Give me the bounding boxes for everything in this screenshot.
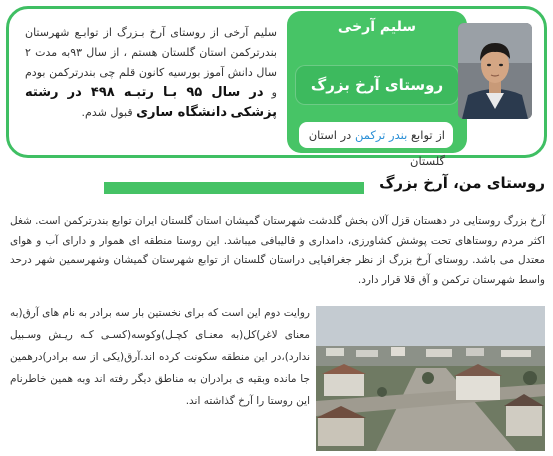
profile-name-panel [287,11,467,168]
bio-text-2: و [263,86,277,99]
profile-card [6,6,547,168]
bio-text-3: قبول شدم. [81,106,137,119]
bio-text-1: سلیم آرخی از روستای آرخ بـزرگ از توابـع شهرستان بندرترکمن استان گلستان هستم ، از سال ۹۳به مدت ۲ سال دانش آموز بورسیه کانون قلم چی بندرترکمن بودم [25,26,277,79]
location-suffix: در استان گلستان [308,128,445,168]
village-description: آرخ بزرگ روستایی در دهستان قزل آلان بخش گلدشت شهرستان گمیشان استان گلستان ایران توابع بندرترکمن است. شغل اکثر مردم روستاهای تحت پوشش کشاورزی، دامداری و قالیبافی میباشد. این روستا منطقه ای هموار و دارای آب و هوای معتدل می باشد. روستای آرخ بزرگ از نظر جغرافیایی دراستان گلستان از توابع شهرستان گمیشان وشهرسمین شهر درحد واسط شهرستان ترکمن و آق قلا قرار دارد. [10,215,545,286]
village-photo [316,306,545,451]
bio-bold-university: دانشگاه ساری [136,105,228,120]
location-prefix: از توابع [410,128,445,142]
student-photo [458,23,532,119]
bio-bold-rank: در سال ۹۵ بـا رتبـه ۴۹۸ در رشته پزشکی [25,85,277,120]
profile-village-title: روستای آرخ بزرگ [295,65,459,105]
location-link[interactable]: بندر ترکمن [354,128,408,142]
village-name-origin: روایت دوم این است که برای نخستین بار سه برادر به نام های آرق(به معنای لاغر)کل(به معنـای کچـل)وکوسه(کسـی کـه ریـش وسـبیل ندارد)،در این منطقه سکونت کرده اند.آرق(یکی از سه برادر)درهمین جا مانده وبقیه ی برادران به مناطق دیگر رفته اند وبه همین خاطرنام این روستا را آرخ گذاشته اند. [10,307,310,407]
profile-name: سلیم آرخی [337,19,417,35]
student-portrait-image [458,23,532,119]
section-heading-bar [104,182,364,194]
section-title: روستای من، آرخ بزرگ [379,174,545,192]
profile-bio [25,23,277,123]
village-landscape-image [316,306,545,451]
profile-location [299,122,453,168]
